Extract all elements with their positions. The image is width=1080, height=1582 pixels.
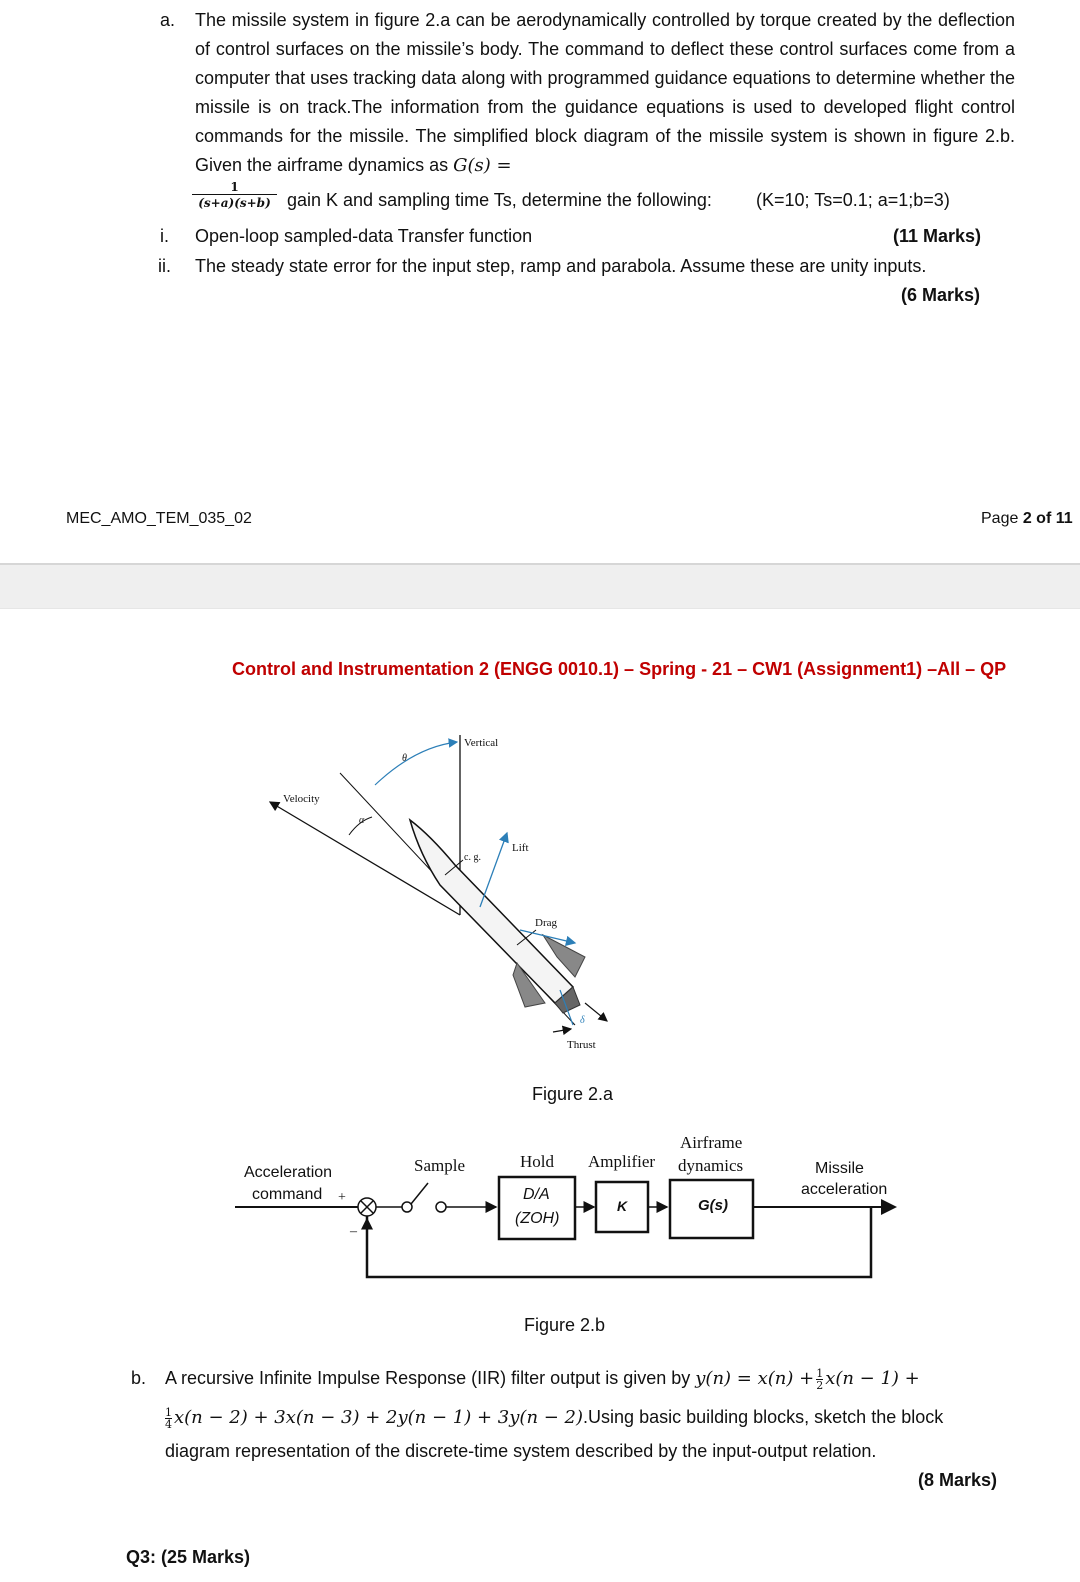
thrust-label: Thrust [567, 1039, 596, 1051]
question-b-marker: b. [131, 1368, 147, 1388]
g-of-s: G(s) = [453, 155, 512, 176]
thrust-arrow [553, 1029, 571, 1032]
fraction-numerator: 1 [230, 180, 239, 194]
missile-acceleration-label-2: acceleration [801, 1181, 888, 1198]
delta-label: δ [580, 1015, 585, 1026]
airframe-label-2: dynamics [678, 1156, 744, 1175]
item-text: The steady state error for the input step, ramp and parabola. Assume these are unity inputs. [195, 256, 927, 276]
question-b-marks: (8 Marks) [918, 1470, 998, 1490]
question-b-line-2: $\frac{1}{4}$ x(n − 2) + 3x(n − 3) + 2y(n − 1) + 3y(n − 2).Using basic building blocks, sketch the block [165, 1405, 944, 1431]
footer-page-number: Page 2 of 11 [981, 510, 1073, 527]
missile-diagram [255, 725, 635, 1060]
da-label: D/A [523, 1186, 550, 1203]
lift-label: Lift [512, 842, 529, 854]
figure-2b-caption: Figure 2.b [524, 1315, 606, 1335]
question-a-marker: a. [160, 10, 176, 30]
quarter-fraction: $\frac{1}{4}$ [165, 1405, 172, 1431]
airframe-label-1: Airframe [680, 1133, 743, 1152]
fraction-denominator: (s+a)(s+b) [192, 194, 277, 212]
item-marker: ii. [158, 256, 171, 276]
gain-k-label: K [617, 1198, 628, 1214]
hold-label: Hold [520, 1152, 554, 1171]
deflection-arrow [585, 1003, 607, 1021]
summing-junction [358, 1198, 376, 1216]
vertical-label: Vertical [464, 737, 499, 749]
question-a-text: The missile system in figure 2.a can be aerodynamically controlled by torque created by the deflection of control surfaces on the missile’s body. The command to deflect these control surfaces come from a computer that uses tracking data along with programmed guidance equations to determine whether the missile is on track.The information from the guidance equations is used to developed flight control commands for the missile. The simplified block diagram of the missile system is shown in figure 2.b. Given the airframe dynamics as G(s) = [195, 10, 1015, 176]
sampler-switch [402, 1183, 446, 1212]
item-marks: (11 Marks) [893, 226, 982, 246]
alpha-label: α [359, 815, 365, 826]
airframe-fraction [192, 180, 277, 212]
half-fraction: $\frac{1}{2}$ [816, 1366, 824, 1392]
acceleration-command-label-2: command [252, 1186, 323, 1203]
page-header: Control and Instrumentation 2 (ENGG 0010.1) – Spring - 21 – CW1 (Assignment1) –All – QP [232, 659, 1007, 679]
given-parameters: (K=10; Ts=0.1; a=1;b=3) [756, 190, 950, 210]
figure-2a-caption: Figure 2.a [532, 1084, 614, 1104]
gain-sampling-text: gain K and sampling time Ts, determine the following: [287, 190, 712, 210]
missile-acceleration-label-1: Missile [815, 1160, 864, 1177]
zoh-label: (ZOH) [515, 1210, 560, 1227]
minus-sign: – [350, 1224, 357, 1239]
plus-sign: + [338, 1190, 346, 1205]
velocity-label: Velocity [283, 793, 320, 805]
theta-label: θ [402, 753, 407, 764]
question-b-line-1: A recursive Infinite Impulse Response (IIR) filter output is given by y(n) = x(n) + $\frac{1}{2}$ x(n − 1) + [165, 1366, 920, 1392]
question-3-heading: Q3: (25 Marks) [126, 1547, 251, 1567]
theta-arc [375, 742, 457, 785]
item-marks: (6 Marks) [901, 285, 981, 305]
sample-label: Sample [414, 1156, 465, 1175]
gs-label: G(s) [698, 1197, 728, 1214]
drag-label: Drag [535, 917, 557, 929]
missile-body [410, 820, 585, 1013]
item-marker: i. [160, 226, 169, 246]
question-b-line-3: diagram representation of the discrete-time system described by the input-output relation. [165, 1441, 877, 1461]
footer-doc-code: MEC_AMO_TEM_035_02 [66, 510, 252, 527]
acceleration-command-label-1: Acceleration [244, 1164, 333, 1181]
lift-vector [480, 833, 507, 907]
item-text: Open-loop sampled-data Transfer function [195, 226, 533, 246]
amplifier-label: Amplifier [588, 1152, 656, 1171]
cg-label: c. g. [464, 852, 481, 863]
block-diagram [230, 1125, 910, 1285]
page-separator [0, 563, 1080, 609]
